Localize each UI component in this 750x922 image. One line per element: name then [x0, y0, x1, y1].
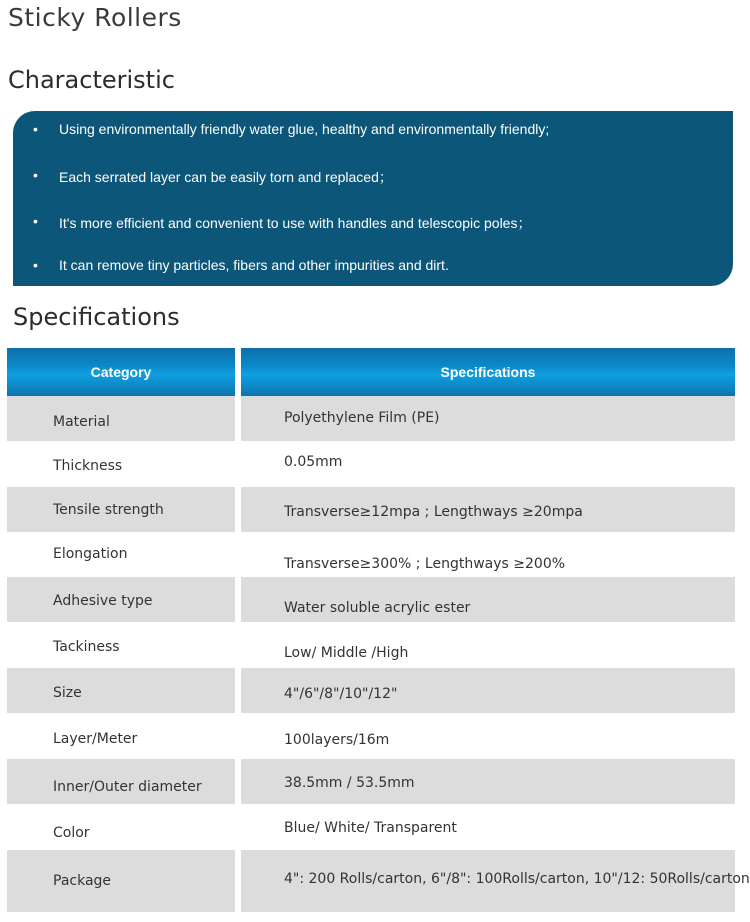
- category-cell: [7, 487, 235, 532]
- characteristic-text: Using environmentally friendly water glue, healthy and environmentally friendly;: [59, 121, 550, 137]
- bullet: •: [33, 213, 38, 229]
- value-cell: [241, 668, 735, 713]
- category-label: Tensile strength: [53, 502, 164, 518]
- category-cell: [7, 668, 235, 713]
- spec-value: Polyethylene Film (PE): [284, 410, 440, 426]
- value-cell: [241, 487, 735, 532]
- table-row: [7, 714, 735, 759]
- value-cell: [241, 396, 735, 441]
- table-row: [7, 487, 735, 532]
- table-row: [7, 532, 735, 577]
- spec-value: 4"/6"/8"/10"/12": [284, 686, 398, 702]
- value-cell: [241, 759, 735, 804]
- category-cell: [7, 850, 235, 912]
- value-cell: [241, 623, 735, 668]
- specifications-heading: Specifications: [13, 303, 180, 331]
- value-cell: [241, 441, 735, 486]
- category-cell: [7, 396, 235, 441]
- characteristic-heading: Characteristic: [8, 66, 175, 94]
- column-header-specifications: Specifications: [241, 348, 735, 396]
- value-cell: [241, 850, 750, 912]
- page-title: Sticky Rollers: [8, 3, 182, 32]
- spec-value: Blue/ White/ Transparent: [284, 820, 457, 836]
- column-header-category: Category: [7, 348, 235, 396]
- table-row: [7, 577, 735, 622]
- spec-value: Transverse≥300% ; Lengthways ≥200%: [284, 556, 566, 572]
- characteristic-text: It can remove tiny particles, fibers and other impurities and dirt.: [59, 257, 449, 273]
- table-row: [7, 668, 735, 713]
- characteristic-text: Each serrated layer can be easily torn and replaced；: [59, 169, 393, 185]
- category-label: Adhesive type: [53, 593, 153, 609]
- category-label: Size: [53, 685, 82, 701]
- table-row: [7, 850, 750, 912]
- spec-value: Water soluble acrylic ester: [284, 600, 471, 616]
- spec-value: Low/ Middle /High: [284, 645, 409, 661]
- characteristic-text: It's more efficient and convenient to use with handles and telescopic poles；: [59, 215, 532, 231]
- bullet: •: [33, 121, 38, 137]
- value-cell: [241, 714, 735, 759]
- spec-value: 100layers/16m: [284, 732, 390, 748]
- bullet: •: [33, 257, 38, 273]
- category-cell: [7, 623, 235, 668]
- spec-value: 0.05mm: [284, 454, 343, 470]
- category-cell: [7, 577, 235, 622]
- category-label: Layer/Meter: [53, 731, 138, 747]
- table-row: [7, 441, 735, 486]
- table-row: [7, 396, 735, 441]
- category-cell: [7, 714, 235, 759]
- category-label: Thickness: [53, 458, 123, 474]
- category-cell: [7, 532, 235, 577]
- spec-value: 4": 200 Rolls/carton, 6"/8": 100Rolls/carton, 10"/12: 50Rolls/carton: [284, 871, 750, 887]
- category-label: Inner/Outer diameter: [53, 779, 202, 795]
- table-row: [7, 804, 735, 849]
- category-label: Elongation: [53, 546, 128, 562]
- category-label: Tackiness: [53, 639, 120, 655]
- category-cell: [7, 759, 235, 804]
- value-cell: [241, 804, 735, 849]
- table-row: [7, 759, 735, 804]
- category-cell: [7, 441, 235, 486]
- characteristic-panel: [13, 111, 733, 286]
- value-cell: [241, 532, 735, 577]
- value-cell: [241, 577, 735, 622]
- category-label: Package: [53, 873, 112, 889]
- table-row: [7, 623, 735, 668]
- category-cell: [7, 804, 235, 849]
- category-label: Material: [53, 414, 110, 430]
- bullet: •: [33, 167, 38, 183]
- category-label: Color: [53, 825, 90, 841]
- spec-value: 38.5mm / 53.5mm: [284, 775, 415, 791]
- spec-value: Transverse≥12mpa ; Lengthways ≥20mpa: [284, 504, 583, 520]
